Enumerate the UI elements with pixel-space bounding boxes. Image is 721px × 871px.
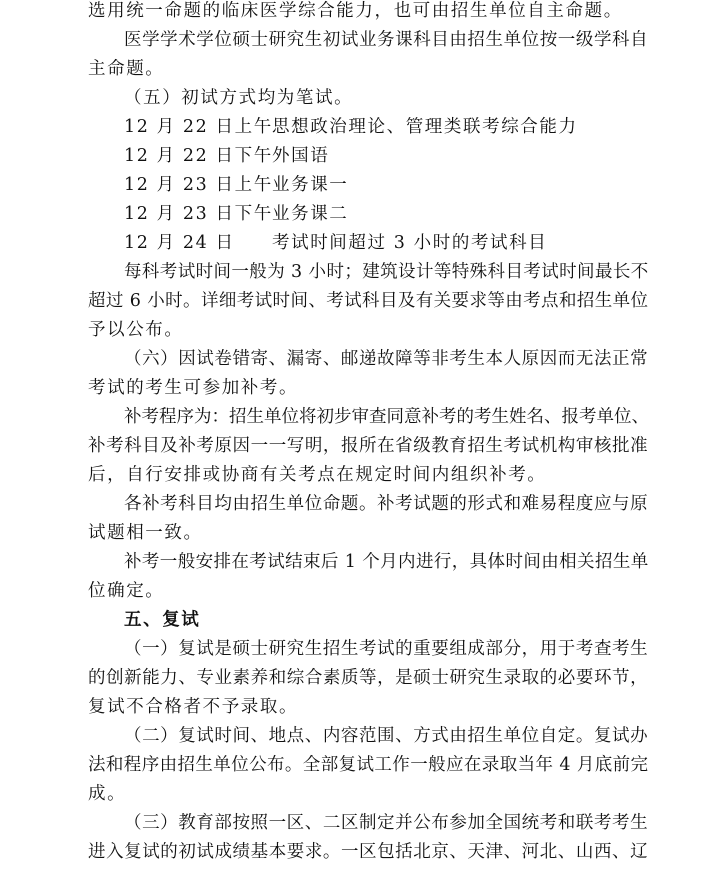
section-item-5: （五）初试方式均为笔试。 [124,88,354,108]
schedule-date: 12 月 22 日上午 [124,117,273,137]
paragraph-line: （六）因试卷错寄、漏寄、邮递故障等非考生本人原因而无法正常 [124,349,648,369]
schedule-row [124,142,329,171]
schedule-row [124,200,348,229]
schedule-date: 12 月 22 日下午 [124,146,273,166]
schedule-subject: 外国语 [272,146,330,166]
schedule-date: 12 月 23 日下午 [124,204,273,224]
paragraph-line: 补考程序为：招生单位将初步审查同意补考的考生姓名、报考单位、 [124,407,649,427]
paragraph-line: 主命题。 [88,59,165,79]
schedule-date: 12 月 23 日上午 [124,175,273,195]
paragraph-line: 补考一般安排在考试结束后 1 个月内进行，具体时间由相关招生单 [124,552,649,572]
paragraph-line: 试题相一致。 [88,523,203,543]
paragraph-line: 后，自行安排或协商有关考点在规定时间内组织补考。 [88,465,547,485]
paragraph-line: （一）复试是硕士研究生招生考试的重要组成部分，用于考查考生 [124,639,648,659]
paragraph-line: （二）复试时间、地点、内容范围、方式由招生单位自定。复试办 [124,726,648,746]
paragraph-line: 医学学术学位硕士研究生初试业务课科目由招生单位按一级学科自 [124,30,648,50]
schedule-subject: 业务课二 [272,204,349,224]
paragraph-line: 各补考科目均由招生单位命题。补考试题的形式和难易程度应与原 [124,494,648,514]
paragraph-line: 超过 6 小时。详细考试时间、考试科目及有关要求等由考点和招生单位 [88,291,649,311]
paragraph-line: 考试的考生可参加补考。 [88,378,299,398]
paragraph-line: 法和程序由招生单位公布。全部复试工作一般应在录取当年 4 月底前完 [88,755,649,775]
paragraph-line: 位确定。 [88,581,165,601]
paragraph-line: 每科考试时间一般为 3 小时；建筑设计等特殊科目考试时间最长不 [124,262,649,282]
paragraph-line: 成。 [88,784,127,804]
paragraph-line: 进入复试的初试成绩基本要求。一区包括北京、天津、河北、山西、辽 [88,842,648,862]
paragraph-line: 补考科目及补考原因一一写明，报所在省级教育招生考试机构审核批准 [88,436,648,456]
schedule-row [124,113,578,142]
section-heading: 五、复试 [124,610,201,630]
paragraph-line: 选用统一命题的临床医学综合能力，也可由招生单位自主命题。 [88,1,623,21]
paragraph-line: 复试不合格者不予录取。 [88,697,299,717]
schedule-row [124,171,348,200]
schedule-subject: 考试时间超过 3 小时的考试科目 [272,233,548,253]
paragraph-line: 的创新能力、专业素养和综合素质等，是硕士研究生录取的必要环节， [88,668,648,688]
paragraph-line: （三）教育部按照一区、二区制定并公布参加全国统考和联考考生 [124,813,648,833]
schedule-subject: 思想政治理论、管理类联考综合能力 [272,117,578,137]
paragraph-line: 予以公布。 [88,320,184,340]
schedule-row [124,229,547,258]
schedule-date: 12 月 24 日 [124,233,235,253]
schedule-subject: 业务课一 [272,175,349,195]
